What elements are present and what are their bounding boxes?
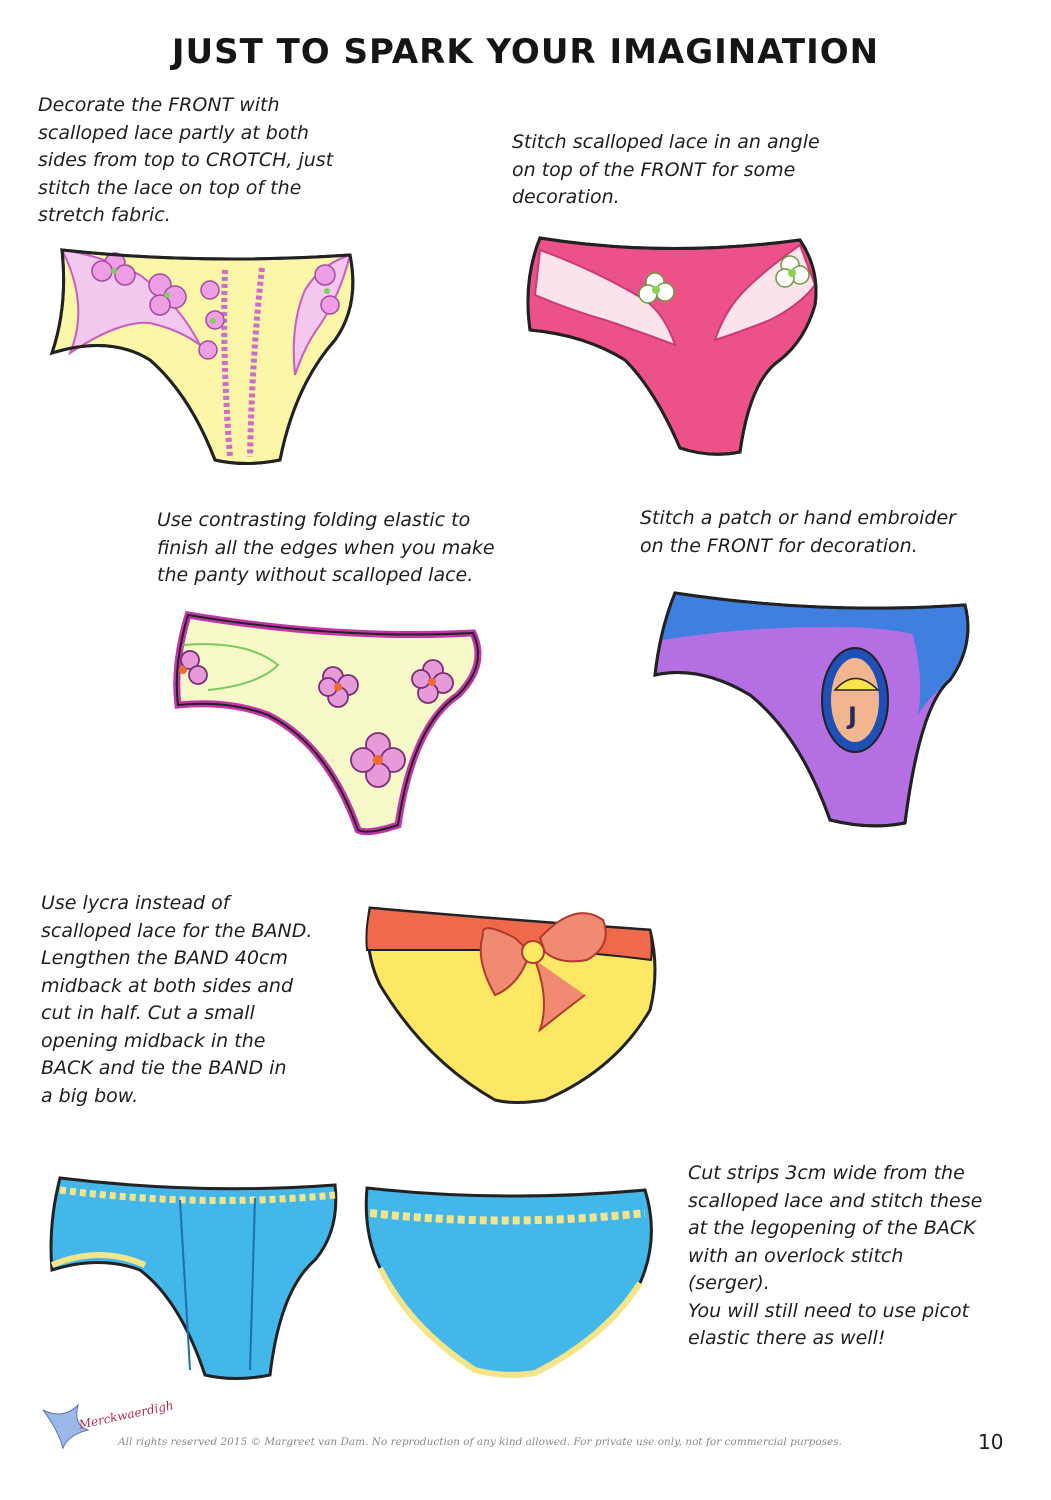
patch-letter: J	[848, 702, 857, 730]
note-strips-back: Cut strips 3cm wide from the scalloped lace and stitch these at the legopening of the BACK with an overlock stitch (serger). You will still need to use picot elastic there as well!	[688, 1162, 983, 1349]
panty-patch-illustration	[650, 585, 985, 830]
panty-folding-elastic-illustration	[168, 605, 498, 840]
note-folding-elastic: Use contrasting folding elastic to finish all the edges when you make the panty without scalloped lace.	[157, 509, 495, 586]
note-patch-embroider: Stitch a patch or hand embroider on the FRONT for decoration.	[640, 507, 956, 557]
note-front-lace-sides: Decorate the FRONT with scalloped lace partly at both sides from top to CROTCH, just stitch the lace on top of the stretch fabric.	[38, 94, 334, 226]
page-number: 10	[978, 1430, 1004, 1454]
panty-front-lace-sides-illustration	[40, 235, 370, 470]
logo-text: Merckwaerdigh	[77, 1398, 175, 1432]
panty-bow-illustration	[355, 890, 665, 1105]
panty-blue-back-illustration	[355, 1178, 665, 1383]
footer-copyright: All rights reserved 2015 © Margreet van Dam. No reproduction of any kind allowed. For private use only, not for commercial purposes.	[118, 1436, 842, 1448]
panty-blue-front-illustration	[40, 1170, 355, 1385]
note-lace-angle: Stitch scalloped lace in an angle on top of the FRONT for some decoration.	[512, 131, 820, 208]
page-title: JUST TO SPARK YOUR IMAGINATION	[171, 32, 880, 72]
note-lycra-band: Use lycra instead of scalloped lace for the BAND. Lengthen the BAND 40cm midback at both sides and cut in half. Cut a small opening midback in the BACK and tie the BAND in a big bow.	[41, 892, 313, 1107]
panty-lace-angle-illustration	[515, 230, 830, 460]
